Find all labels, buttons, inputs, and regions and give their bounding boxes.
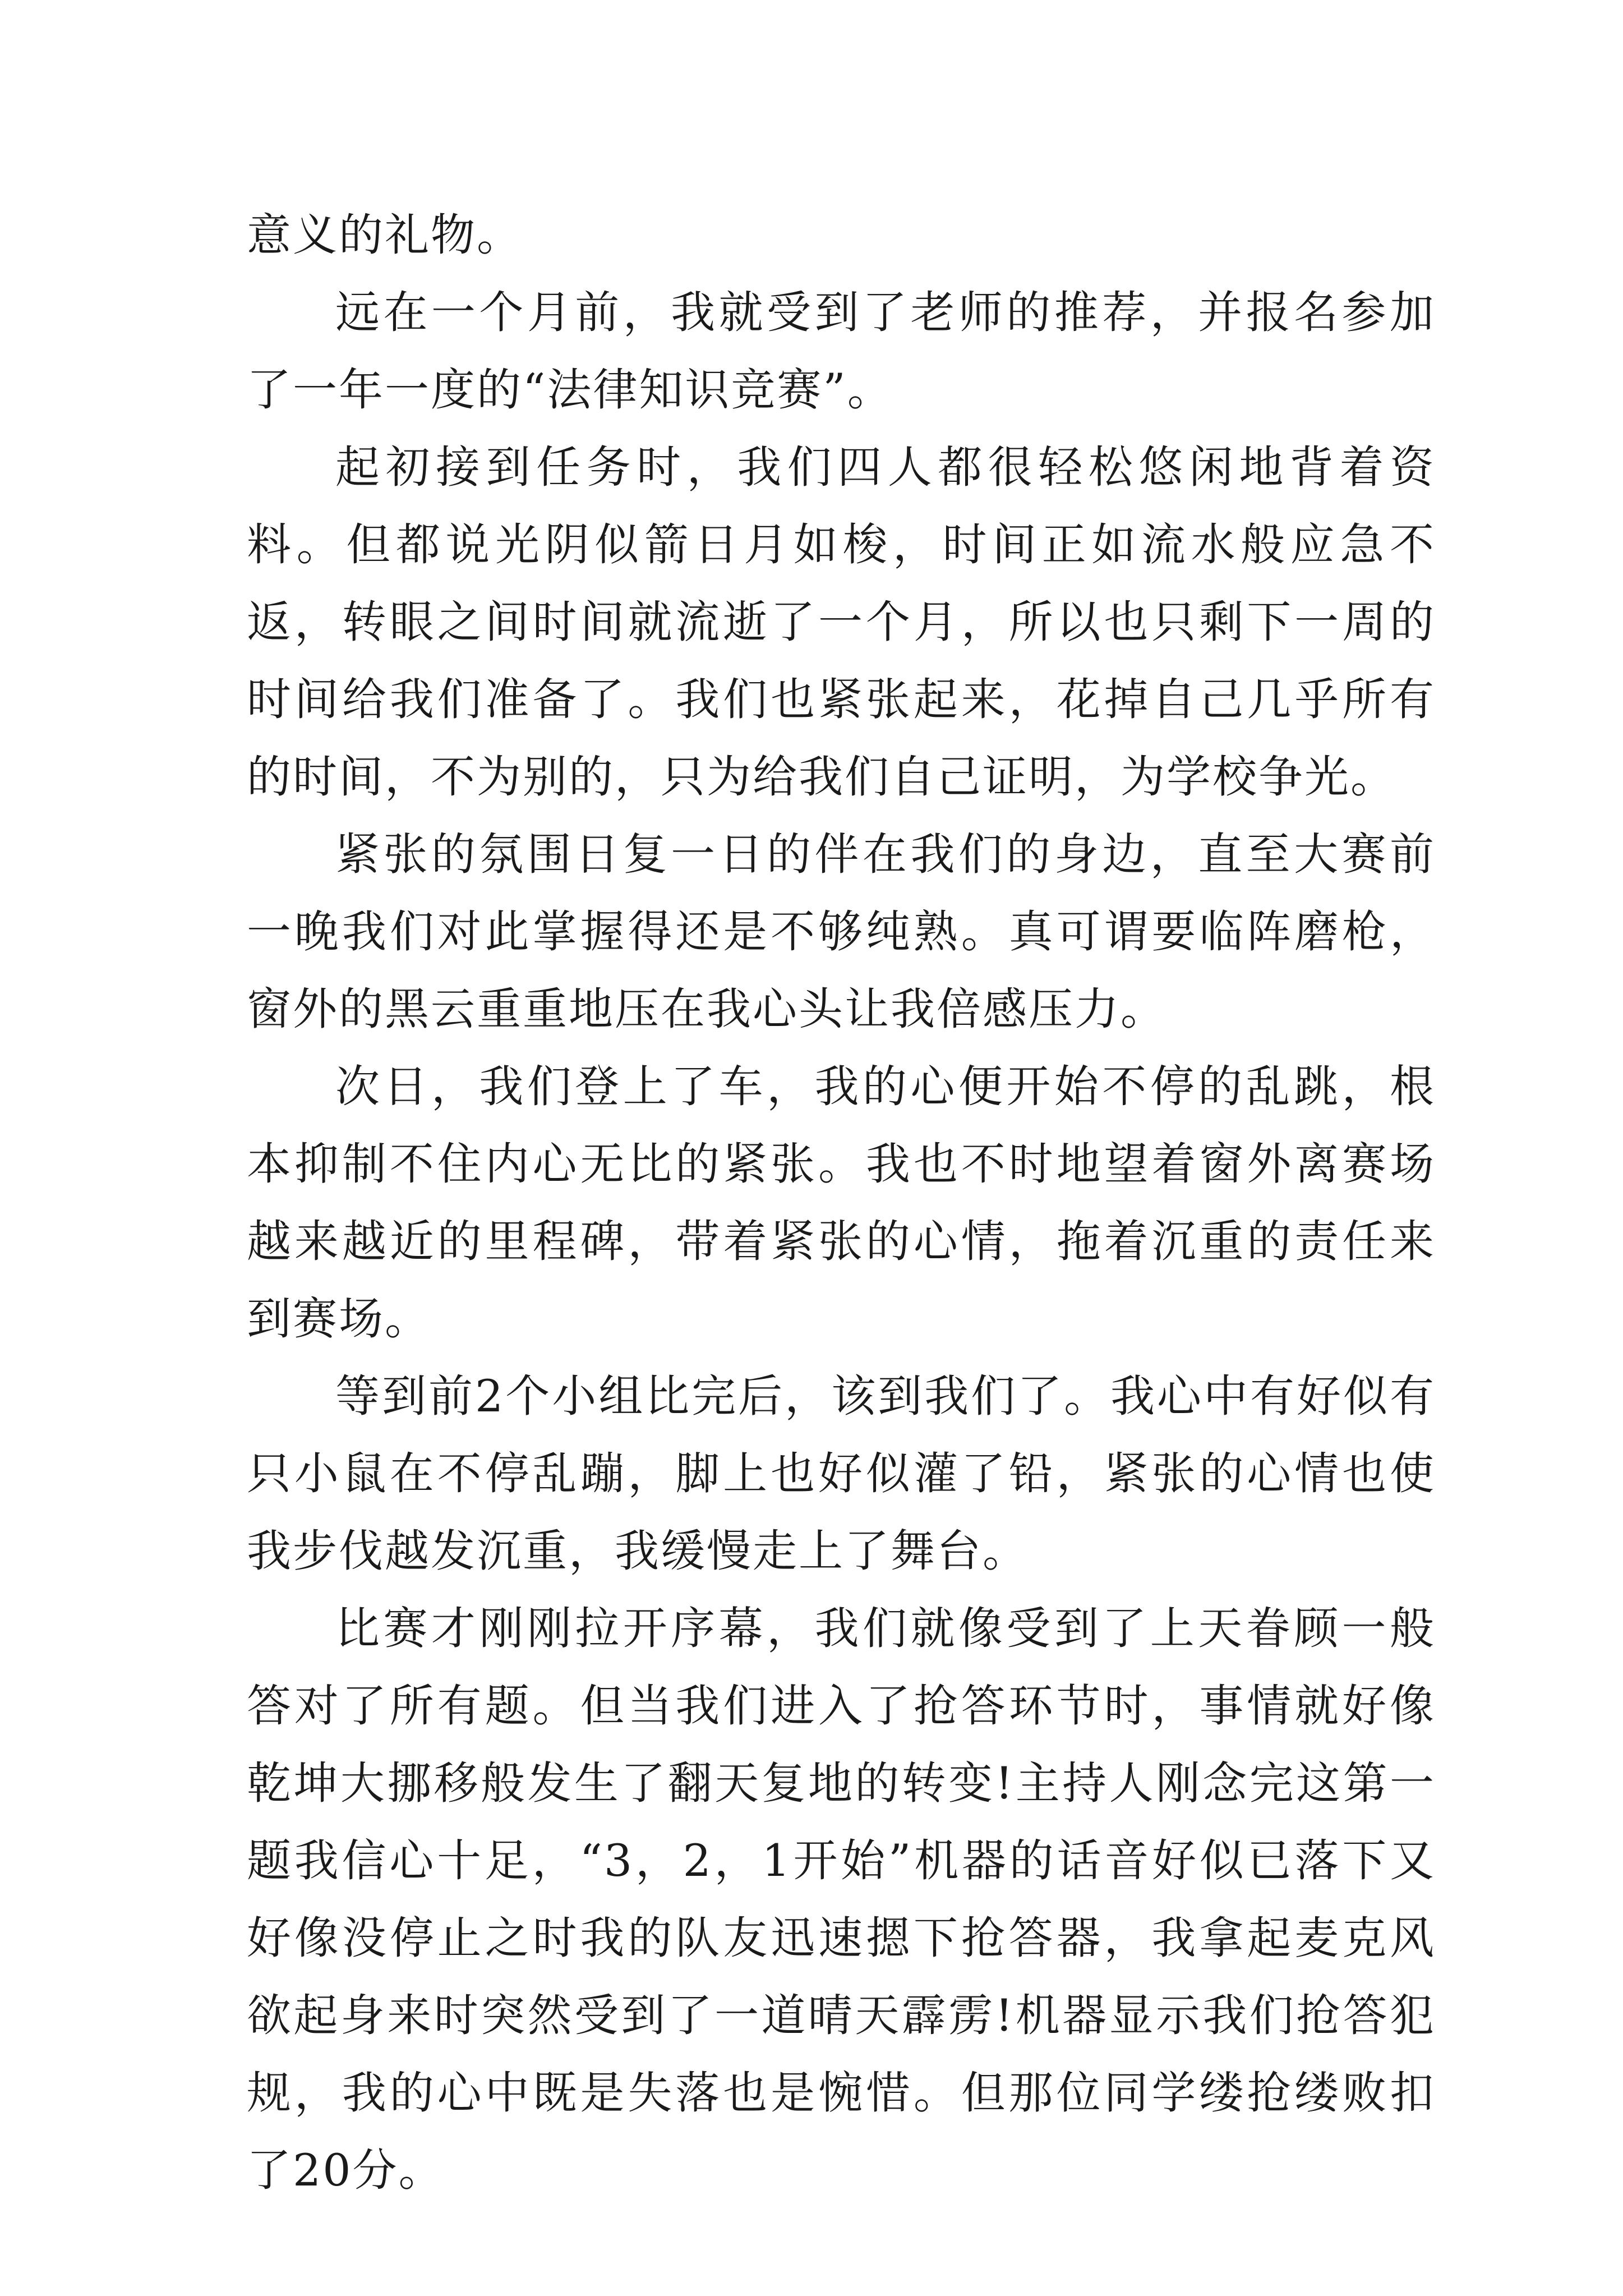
paragraph: 起初接到任务时，我们四人都很轻松悠闲地背着资料。但都说光阴似箭日月如梭，时间正如流水般应急不返，转眼之间时间就流逝了一个月，所以也只剩下一周的时间给我们准备了。我们也紧张起来，花掉自己几乎所有的时间，不为别的，只为给我们自己证明，为学校争光。 [247,441,1436,803]
paragraph: 比赛才刚刚拉开序幕，我们就像受到了上天眷顾一般答对了所有题。但当我们进入了抢答环节时，事情就好像乾坤大挪移般发生了翻天复地的转变!主持人刚念完这第一题我信心十足，“3，2，1开始”机器的话音好似已落下又好像没停止之时我的队友迅速摁下抢答器，我拿起麦克风欲起身来时突然受到了一道晴天霹雳!机器显示我们抢答犯规，我的心中既是失落也是惋惜。但那位同学缕抢缕败扣了20分。 [247,1603,1436,2196]
paragraph: 远在一个月前，我就受到了老师的推荐，并报名参加了一年一度的“法律知识竞赛”。 [247,287,1436,416]
paragraph: 次日，我们登上了车，我的心便开始不停的乱跳，根本抑制不住内心无比的紧张。我也不时地望着窗外离赛场越来越近的里程碑，带着紧张的心情，拖着沉重的责任来到赛场。 [247,1061,1436,1345]
paragraph: 紧张的氛围日复一日的伴在我们的身边，直至大赛前一晚我们对此掌握得还是不够纯熟。真可谓要临阵磨枪，窗外的黑云重重地压在我心头让我倍感压力。 [247,829,1436,1035]
paragraph: 意义的礼物。 [247,209,523,261]
document-body [247,196,1436,2209]
paragraph: 等到前2个小组比完后，该到我们了。我心中有好似有只小鼠在不停乱蹦，脚上也好似灌了铅，紧张的心情也使我步伐越发沉重，我缓慢走上了舞台。 [247,1370,1436,1577]
